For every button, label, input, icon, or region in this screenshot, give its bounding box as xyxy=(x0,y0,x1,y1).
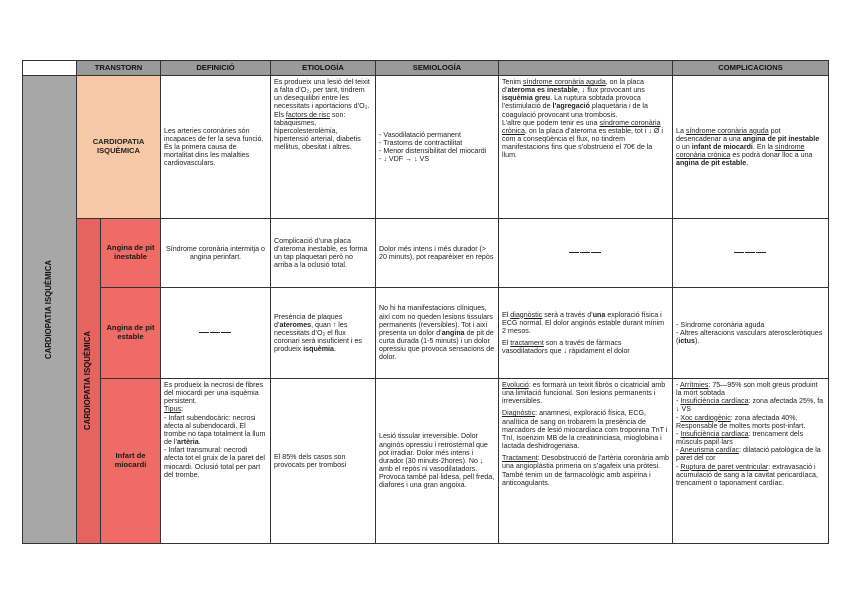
header-row xyxy=(23,61,829,76)
cardiopatia-definicio xyxy=(161,76,271,219)
outer-category-label: CARDIOPATIA ISQUÈMICA xyxy=(44,259,54,360)
cardiopatia-table xyxy=(22,60,829,544)
header-semiologia: SEMIOLOGÍA xyxy=(376,61,499,76)
infart-desc-evo: Evolució: es formarà un teixit fibròs o cicatricial amb una limitació funcional. Son lesions permanents i irreversibles. xyxy=(502,381,666,406)
compl-item: - Altres alteracions vasculars ateroscleròtiques (ictus). xyxy=(676,329,825,345)
infart-compl-item: - Aneurisma cardíac: dilatació patològica de la paret del cor xyxy=(676,446,825,462)
header-etiologia: ETIOLOGÍA xyxy=(271,61,376,76)
angina-estable-description xyxy=(499,288,673,379)
cardiopatia-etiologia xyxy=(271,76,376,219)
cardiopatia-name: CARDIOPATIA ISQUÈMICA xyxy=(77,76,161,219)
angina-inestable-semiologia: Dolor més intens i més durador (> 20 minuts), pot reaparèixer en repòs xyxy=(376,219,499,288)
cardiopatia-complicacions: La síndrome coronària aguda pot desencadenar a una angina de pit inestable o un infant de miocardi. En la síndrome coronària crònica es podrà donar lloc a una angina de pit estable. xyxy=(673,76,829,219)
angina-inestable-complicacions: ——— xyxy=(673,219,829,288)
header-complicacions: COMPLICACIONS xyxy=(673,61,829,76)
header-definicio: DEFINICIÓ xyxy=(161,61,271,76)
infart-semiologia: Lesió tissular irreversible. Dolor anginós opressiu i retrosternal que pot irradiar. Dolor més intens i durador (30 minuts-2hores). No ↓ amb el repòs ni vasodilatadors. Provoca també pal·lidesa, pell freda, diafores i una gran angoixa. xyxy=(376,379,499,544)
inner-category-label: CARDIOPATIA ISQUÈMICA xyxy=(83,331,93,431)
infart-etiologia: El 85% dels casos son provocats per trombosi xyxy=(271,379,376,544)
infart-complicacions xyxy=(673,379,829,544)
infart-compl-item: - Arrítmies: 75—95% son molt greus produint la mort sobtada xyxy=(676,381,825,397)
header-transtorn: TRANSTORN xyxy=(77,61,161,76)
sem-item: - Menor distensibilitat del miocardi xyxy=(379,147,495,155)
infart-compl-item: - Insuficiència cardíaca: trencament dels músculs papil·lars xyxy=(676,430,825,446)
angina-inestable-description: ——— xyxy=(499,219,673,288)
cardiopatia-etio-2: Els factors de risc son: tabaquismes, hipercolesterolèmia, hipertensió arterial, diabetis mellitus, obesitat i altres. xyxy=(274,110,361,152)
infart-compl-item: - Insuficiència cardíaca: zona afectada 25%, fa ↓ VS xyxy=(676,397,825,413)
angina-estable-etiologia: Presència de plaques d’ateromes, quan ↑ les necessitats d’O₂ el flux coronari serà insuficient i es produeix isquèmia. xyxy=(271,288,376,379)
infart-definicio xyxy=(161,379,271,544)
header-empty xyxy=(499,61,673,76)
header-blank xyxy=(23,61,77,76)
infart-compl-item: - Ruptura de paret ventricular: extravasació i acumulació de sang a la cavitat pericardíaca, trencament o taponament cardíac. xyxy=(676,463,825,487)
infart-desc-diag: Diagnòstic: anamnesi, exploració física, ECG, analítica de sang on trobarem la presència de marcadors de lesió miocardíaca com troponina TnT i TnI, Isoenzim MB de la creatininciasa, mioglobina i lactada deshidrogenasa. xyxy=(502,409,668,451)
infart-def-item: - Infart subendocàric: necrosi afecta al subendocardi. El trombe no tapa totalment la llum de l’artèria. xyxy=(164,414,267,447)
angina-estable-desc-2: El tractament son a través de fàrmacs vasodilatadors que ↓ ràpidament el dolor xyxy=(502,339,630,356)
cardiopatia-semiologia xyxy=(376,76,499,219)
infart-def-item: - Infart transmural: necrodi afecta tot el gruix de la paret del miocardi. Oclusió total per part del trombe. xyxy=(164,446,267,479)
outer-category xyxy=(23,76,77,544)
row-angina-estable xyxy=(23,288,829,379)
row-cardiopatia xyxy=(23,76,829,219)
angina-estable-complicacions xyxy=(673,288,829,379)
sem-item: - Vasodilatació permanent xyxy=(379,131,495,139)
infart-description xyxy=(499,379,673,544)
angina-inestable-etiologia: Complicació d’una placa d’ateroma inestable, es forma un tap plaquetari però no arriba a la oclusió total. xyxy=(271,219,376,288)
cardiopatia-etio-1: Es produeix una lesió del teixit a falta d’O₂, per tant, tindrem un desequilibri entre les necessitats i aportacions d’O₂. xyxy=(274,78,370,111)
sem-item: - Trastoms de contractilitat xyxy=(379,139,495,147)
sem-item: - ↓ VDF → ↓ VS xyxy=(379,155,495,163)
cardiopatia-description xyxy=(499,76,673,219)
infart-compl-item: - Xoc cardiogènic: zona afectada 40%. Responsable de moltes morts post-infart. xyxy=(676,414,825,430)
angina-estable-name: Angina de pit estable xyxy=(101,288,161,379)
row-infart xyxy=(23,379,829,544)
row-angina-inestable xyxy=(23,219,829,288)
infart-def-tipus: Tipus: xyxy=(164,405,184,414)
infart-desc-tract: Tractament: Desobstrucció de l’artèria coronària amb una angioplàstia primeria on s’agafeix una pròtesi. També tenim un de farmacològic amb aspirina i anticoagulants. xyxy=(502,454,669,487)
inner-category xyxy=(77,219,101,544)
compl-item: - Síndrome coronària aguda xyxy=(676,321,825,329)
infart-name: Infart de miocardi xyxy=(101,379,161,544)
angina-estable-semiologia: No hi ha manifestacions clíniques, així com no queden lesions tissulars permanents (reversibles). Tot i així presenta un dolor d’angina de pit de curta durada (1-5 minuts) i un dolor opressiu que provoca sensacions de dolor. xyxy=(376,288,499,379)
cardiopatia-def-2: És la primera causa de mortalitat dins les malalties cardiovasculars. xyxy=(164,142,250,168)
infart-def-intro: Es produeix la necrosi de fibres del miocardi per una isquèmia persistent. xyxy=(164,381,263,406)
angina-estable-desc-1: El diagnòstic serà a través d’una exploració física i ECG normal. El dolor anginós estable durant mínim 2 mesos. xyxy=(502,310,665,335)
cardiopatia-desc-2: L’altre que podem tenir es una síndrome coronària crònica, on la placa d’ateroma es estable, tot i ↓ Ø i com a conseqüència el flux, no tindrem manifestacions fins que s’obstrueixi el 70€ de la llum. xyxy=(502,118,663,160)
cardiopatia-def-1: Les arteries coronàries són incapaces de fer la seva funció. xyxy=(164,126,264,143)
angina-estable-definicio: ——— xyxy=(161,288,271,379)
cardiopatia-desc-1: Tenim síndrome coronària aguda, on la placa d’ateroma es inestable, ↓ flux provocant uns isquèmia greu. La ruptura sobtada provoca l’estimulació de l’agregació plaquetària i de la coagulació provocant una trombosis. xyxy=(502,78,648,119)
angina-inestable-definicio: Síndrome coronària intermitja o angina perinfart. xyxy=(161,219,271,288)
angina-inestable-name: Angina de pit inestable xyxy=(101,219,161,288)
